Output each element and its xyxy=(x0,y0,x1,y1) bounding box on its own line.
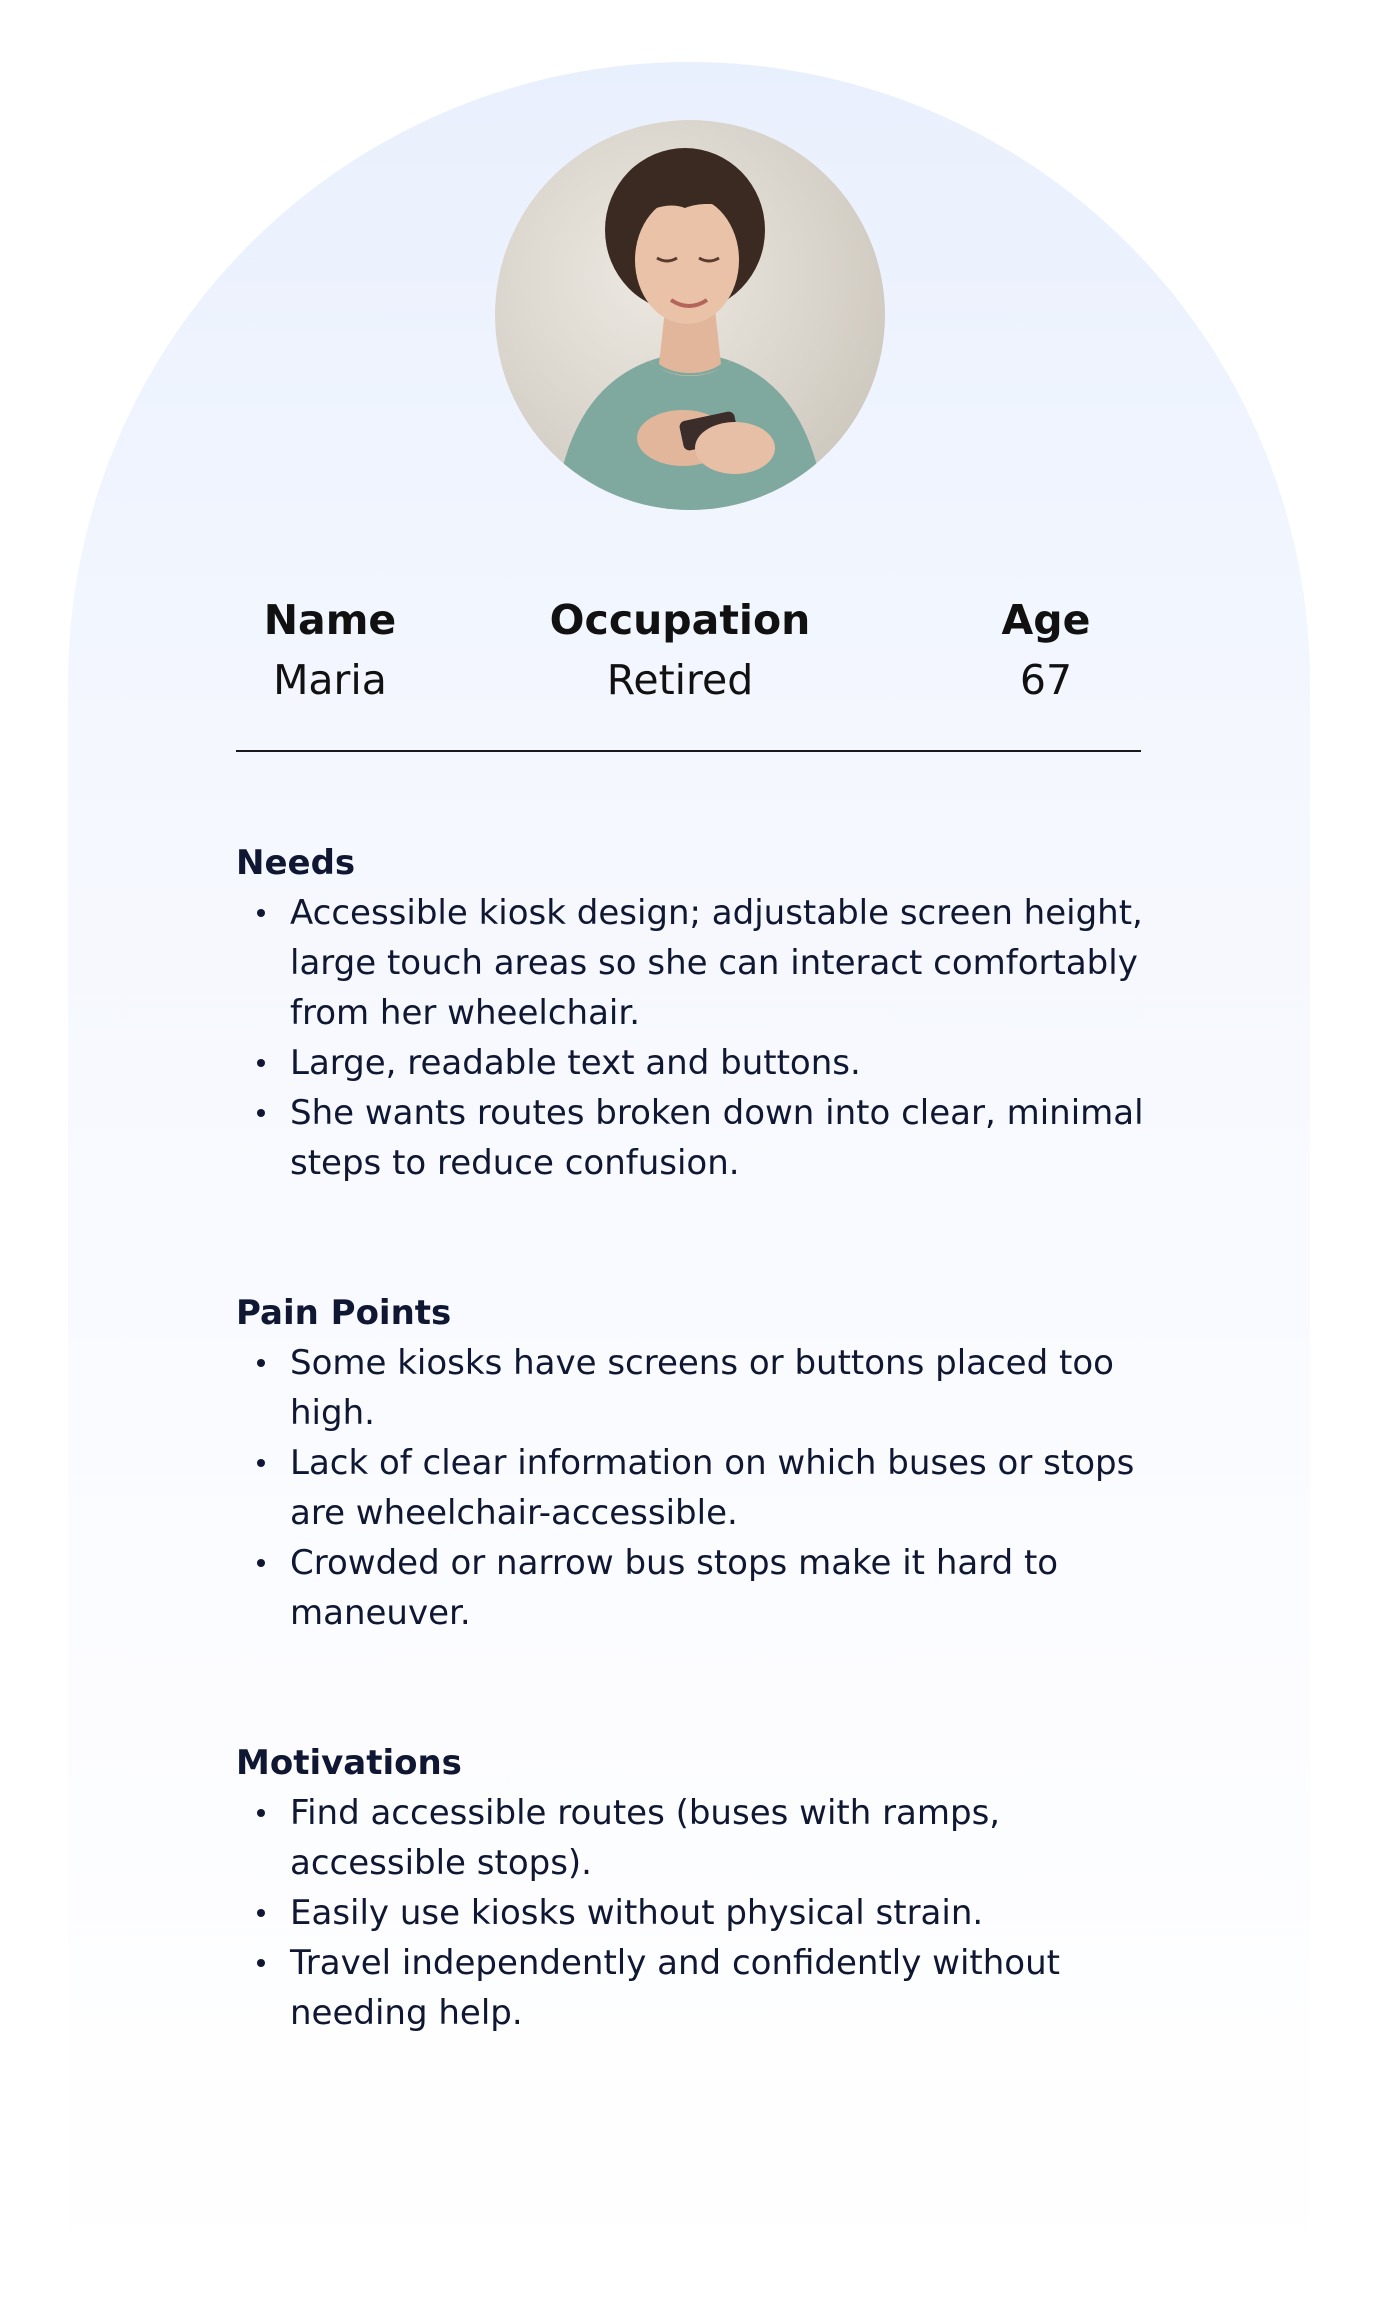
occupation-stat xyxy=(546,590,814,710)
avatar xyxy=(495,120,885,510)
occupation-label: Occupation xyxy=(549,596,811,644)
motivations-heading: Motivations xyxy=(236,1743,462,1783)
age-value: 67 xyxy=(1019,656,1073,704)
name-stat xyxy=(236,590,424,710)
list-item: Large, readable text and buttons. xyxy=(290,1038,1156,1088)
list-item: Travel independently and confidently without needing help. xyxy=(290,1938,1156,2038)
list-item: Accessible kiosk design; adjustable screen height, large touch areas so she can interact comfortably from her wheelchair. xyxy=(290,888,1156,1038)
pain-points-list xyxy=(236,1338,1156,1638)
motivations-section xyxy=(236,1738,1156,2038)
needs-list xyxy=(236,888,1156,1188)
name-label: Name xyxy=(263,596,397,644)
pain-points-section xyxy=(236,1288,1156,1638)
list-item: Lack of clear information on which buses or stops are wheelchair-accessible. xyxy=(290,1438,1156,1538)
pain-points-heading: Pain Points xyxy=(236,1293,452,1333)
motivations-list xyxy=(236,1788,1156,2038)
list-item: Easily use kiosks without physical strain. xyxy=(290,1888,1156,1938)
needs-section xyxy=(236,838,1156,1188)
list-item: She wants routes broken down into clear, minimal steps to reduce confusion. xyxy=(290,1088,1156,1188)
list-item: Find accessible routes (buses with ramps, accessible stops). xyxy=(290,1788,1156,1888)
list-item: Some kiosks have screens or buttons placed too high. xyxy=(290,1338,1156,1438)
persona-stats xyxy=(236,590,1141,752)
occupation-value: Retired xyxy=(606,656,754,704)
needs-heading: Needs xyxy=(236,843,356,883)
age-label: Age xyxy=(1001,596,1091,644)
name-value: Maria xyxy=(273,656,387,704)
age-stat xyxy=(986,590,1106,710)
list-item: Crowded or narrow bus stops make it hard to maneuver. xyxy=(290,1538,1156,1638)
avatar-photo-illustration xyxy=(495,120,885,510)
